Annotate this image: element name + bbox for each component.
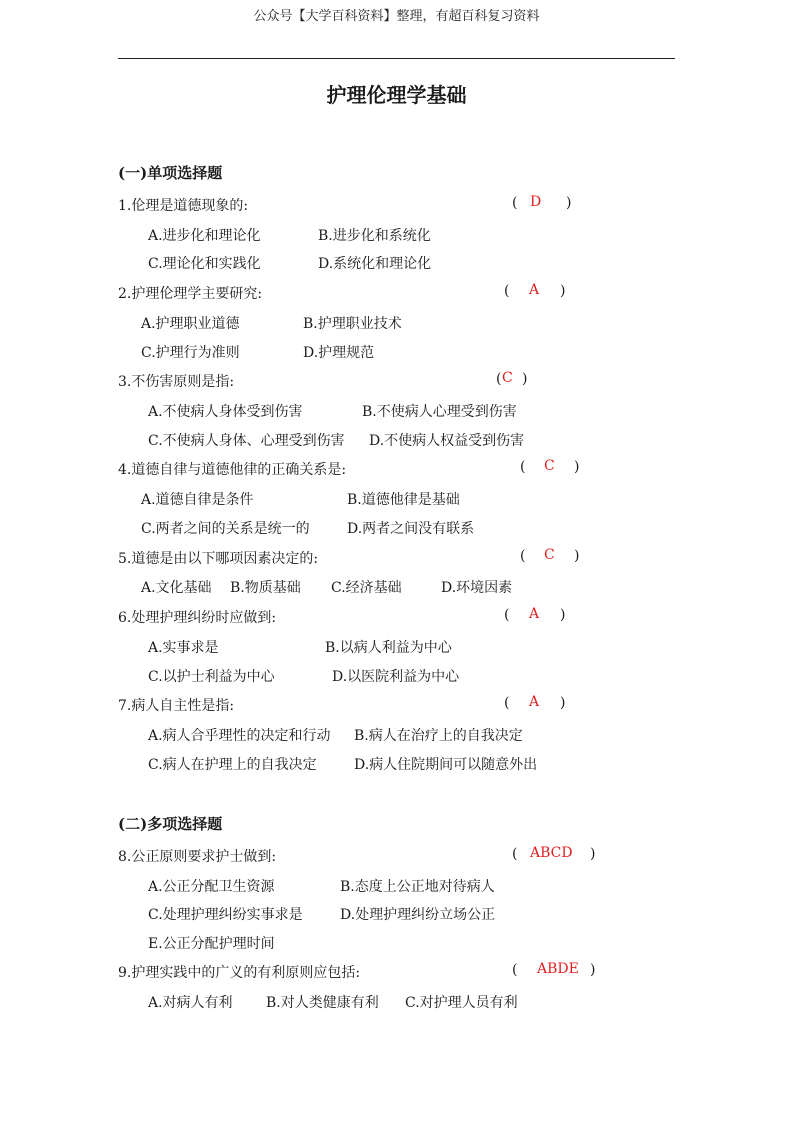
option-1c: C.理论化和实践化	[148, 256, 261, 272]
option-6b: B.以病人利益为中心	[325, 640, 452, 656]
header-divider	[118, 58, 675, 59]
option-7c: C.病人在护理上的自我决定	[148, 757, 317, 773]
option-5c: C.经济基础	[331, 580, 402, 596]
answer-bracket-open: (	[520, 459, 526, 475]
option-7b: B.病人在治疗上的自我决定	[354, 728, 523, 744]
option-3d: D.不使病人权益受到伤害	[369, 433, 525, 449]
answer-9: ABDE	[537, 961, 579, 977]
answer-bracket-open: (	[496, 371, 502, 387]
question-3: 3.不伤害原则是指:	[118, 374, 235, 390]
option-2d: D.护理规范	[303, 345, 375, 361]
option-2b: B.护理职业技术	[303, 316, 402, 332]
answer-2: A	[529, 282, 540, 298]
document-title: 护理伦理学基础	[326, 83, 467, 107]
answer-5: C	[544, 547, 555, 563]
answer-bracket-open: (	[504, 695, 510, 711]
option-8d: D.处理护理纠纷立场公正	[340, 907, 496, 923]
option-7a: A.病人合乎理性的决定和行动	[148, 728, 331, 744]
answer-bracket-open: (	[504, 283, 510, 299]
option-3c: C.不使病人身体、心理受到伤害	[148, 433, 345, 449]
option-9a: A.对病人有利	[148, 995, 233, 1011]
option-7d: D.病人住院期间可以随意外出	[354, 757, 538, 773]
option-6d: D.以医院利益为中心	[332, 669, 460, 685]
option-4b: B.道德他律是基础	[347, 492, 460, 508]
answer-bracket-open: (	[520, 548, 526, 564]
answer-bracket-open: (	[512, 195, 518, 211]
option-8b: B.态度上公正地对待病人	[340, 879, 495, 895]
answer-bracket-close: )	[560, 283, 566, 299]
question-9: 9.护理实践中的广义的有利原则应包括:	[118, 965, 361, 981]
answer-bracket-close: )	[522, 371, 528, 387]
answer-3: C	[502, 370, 513, 386]
option-4a: A.道德自律是条件	[141, 492, 254, 508]
option-2c: C.护理行为准则	[141, 345, 240, 361]
option-5b: B.物质基础	[230, 580, 301, 596]
answer-bracket-close: )	[574, 548, 580, 564]
answer-bracket-open: (	[504, 607, 510, 623]
option-4c: C.两者之间的关系是统一的	[141, 521, 310, 537]
section-heading-single-choice: (一)单项选择题	[118, 164, 223, 182]
option-6c: C.以护士利益为中心	[148, 669, 275, 685]
answer-bracket-close: )	[590, 846, 596, 862]
option-6a: A.实事求是	[148, 640, 219, 656]
option-8a: A.公正分配卫生资源	[148, 879, 275, 895]
option-1b: B.进步化和系统化	[318, 228, 431, 244]
answer-6: A	[529, 606, 540, 622]
question-7: 7.病人自主性是指:	[118, 698, 235, 714]
option-2a: A.护理职业道德	[141, 316, 240, 332]
option-4d: D.两者之间没有联系	[347, 521, 475, 537]
answer-bracket-close: )	[560, 695, 566, 711]
option-1a: A.进步化和理论化	[148, 228, 261, 244]
answer-bracket-close: )	[590, 962, 596, 978]
option-1d: D.系统化和理论化	[318, 256, 432, 272]
answer-bracket-open: (	[512, 962, 518, 978]
question-4: 4.道德自律与道德他律的正确关系是:	[118, 462, 347, 478]
question-6: 6.处理护理纠纷时应做到:	[118, 610, 277, 626]
answer-bracket-open: (	[512, 846, 518, 862]
answer-bracket-close: )	[566, 195, 572, 211]
section-heading-multiple-choice: (二)多项选择题	[118, 815, 223, 833]
question-2: 2.护理伦理学主要研究:	[118, 286, 263, 302]
answer-bracket-close: )	[574, 459, 580, 475]
option-8e: E.公正分配护理时间	[148, 936, 275, 952]
page-header-note: 公众号【大学百科资料】整理，有超百科复习资料	[253, 9, 540, 24]
answer-1: D	[530, 194, 542, 210]
option-8c: C.处理护理纠纷实事求是	[148, 907, 303, 923]
option-5d: D.环境因素	[441, 580, 513, 596]
question-8: 8.公正原则要求护士做到:	[118, 849, 277, 865]
answer-bracket-close: )	[560, 607, 566, 623]
question-1: 1.伦理是道德现象的:	[118, 198, 249, 214]
answer-4: C	[544, 458, 555, 474]
question-5: 5.道德是由以下哪项因素决定的:	[118, 551, 319, 567]
answer-7: A	[529, 694, 540, 710]
answer-8: ABCD	[530, 845, 573, 861]
option-3b: B.不使病人心理受到伤害	[362, 404, 517, 420]
option-9c: C.对护理人员有利	[405, 995, 518, 1011]
option-3a: A.不使病人身体受到伤害	[148, 404, 303, 420]
option-5a: A.文化基础	[141, 580, 212, 596]
option-9b: B.对人类健康有利	[266, 995, 379, 1011]
